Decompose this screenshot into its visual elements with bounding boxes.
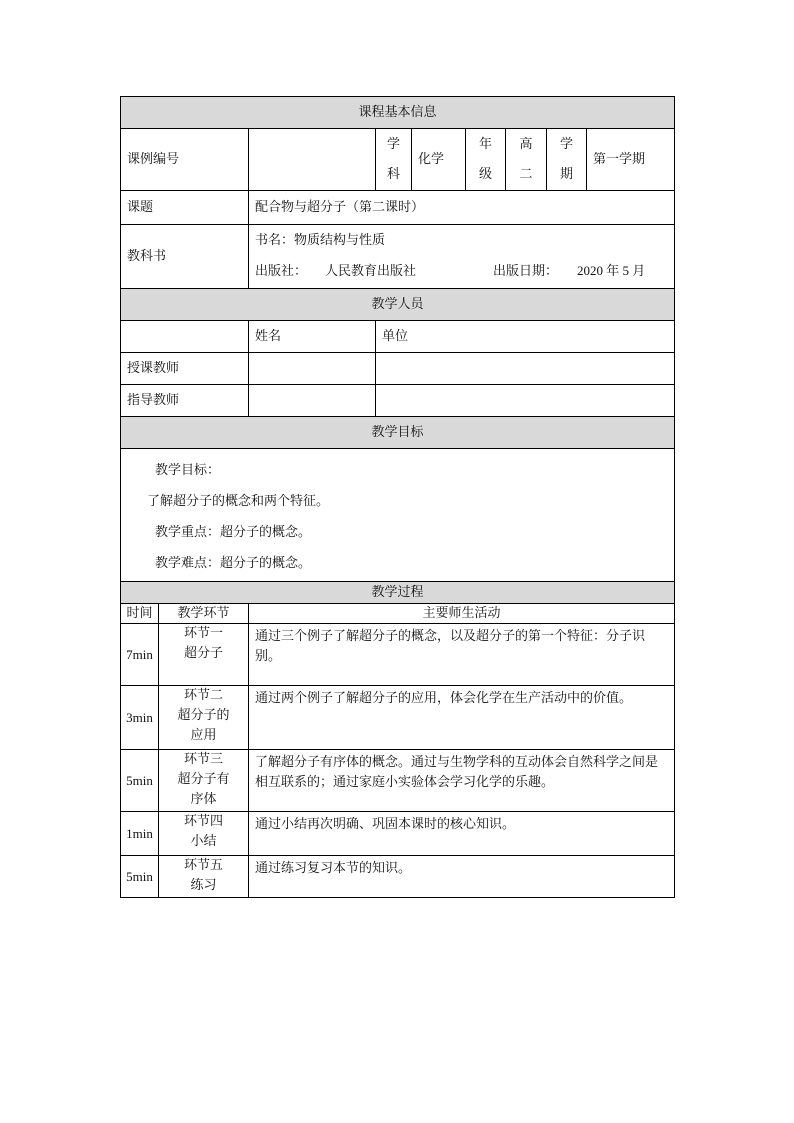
process-activity: 了解超分子有序体的概念。通过与生物学科的互动体会自然科学之间是相互联系的；通过家庭小实验体会学习化学的乐趣。	[249, 750, 675, 812]
goals-title: 教学目标：	[155, 463, 221, 478]
process-stage: 环节一 超分子	[159, 624, 249, 686]
textbook-info	[249, 225, 675, 289]
process-time: 5min	[121, 856, 159, 898]
staff-row-mentor: 指导教师	[121, 385, 249, 417]
teacher-name-cell	[249, 353, 376, 385]
section-process: 教学过程	[121, 582, 675, 604]
process-activity: 通过小结再次明确、巩固本课时的核心知识。	[249, 812, 675, 856]
pub-date-value: 2020 年 5 月	[577, 263, 646, 278]
section-basic-info: 课程基本信息	[121, 97, 675, 129]
table-row	[121, 812, 675, 856]
goals-difficulty: 教学难点：超分子的概念。	[155, 556, 312, 571]
case-no-label: 课例编号	[121, 129, 249, 191]
term-value: 第一学期	[587, 129, 675, 191]
topic-label: 课题	[121, 191, 249, 225]
process-stage: 环节四 小结	[159, 812, 249, 856]
process-activity: 通过练习复习本节的知识。	[249, 856, 675, 898]
goals-line-1: 了解超分子的概念和两个特征。	[147, 494, 330, 509]
goals-key-point: 教学重点：超分子的概念。	[155, 525, 312, 540]
book-name: 书名：物质结构与性质	[255, 233, 386, 248]
process-header-stage: 教学环节	[159, 604, 249, 624]
process-time: 7min	[121, 624, 159, 686]
staff-col-name: 姓名	[249, 321, 376, 353]
teacher-unit-cell	[376, 353, 675, 385]
process-activity: 通过三个例子了解超分子的概念，以及超分子的第一个特征：分子识别。	[249, 624, 675, 686]
table-row	[121, 856, 675, 898]
goals-content	[121, 449, 675, 582]
publisher-label: 出版社：	[255, 264, 308, 279]
grade-value: 高 二	[506, 129, 547, 191]
process-stage: 环节三 超分子有 序体	[159, 750, 249, 812]
mentor-name-cell	[249, 385, 376, 417]
table-row	[121, 750, 675, 812]
process-time: 1min	[121, 812, 159, 856]
textbook-label: 教科书	[121, 225, 249, 289]
subject-value: 化学	[412, 129, 466, 191]
term-label: 学 期	[547, 129, 587, 191]
process-header-time: 时间	[121, 604, 159, 624]
mentor-unit-cell	[376, 385, 675, 417]
table-row	[121, 624, 675, 686]
grade-label: 年 级	[466, 129, 506, 191]
table-row	[121, 686, 675, 750]
section-goals: 教学目标	[121, 417, 675, 449]
process-activity: 通过两个例子了解超分子的应用，体会化学在生产活动中的价值。	[249, 686, 675, 750]
process-time: 3min	[121, 686, 159, 750]
lesson-plan-table	[120, 96, 675, 898]
staff-header-blank	[121, 321, 249, 353]
staff-col-unit: 单位	[376, 321, 675, 353]
publisher-name: 人民教育出版社	[325, 264, 417, 279]
case-no-value	[249, 129, 376, 191]
process-header-activity: 主要师生活动	[249, 604, 675, 624]
topic-value: 配合物与超分子（第二课时）	[249, 191, 675, 225]
process-stage: 环节五 练习	[159, 856, 249, 898]
process-stage: 环节二 超分子的 应用	[159, 686, 249, 750]
process-time: 5min	[121, 750, 159, 812]
pub-date-label: 出版日期：	[493, 264, 559, 279]
staff-row-teacher: 授课教师	[121, 353, 249, 385]
publisher-line	[255, 256, 668, 287]
subject-label: 学 科	[376, 129, 412, 191]
section-staff: 教学人员	[121, 289, 675, 321]
